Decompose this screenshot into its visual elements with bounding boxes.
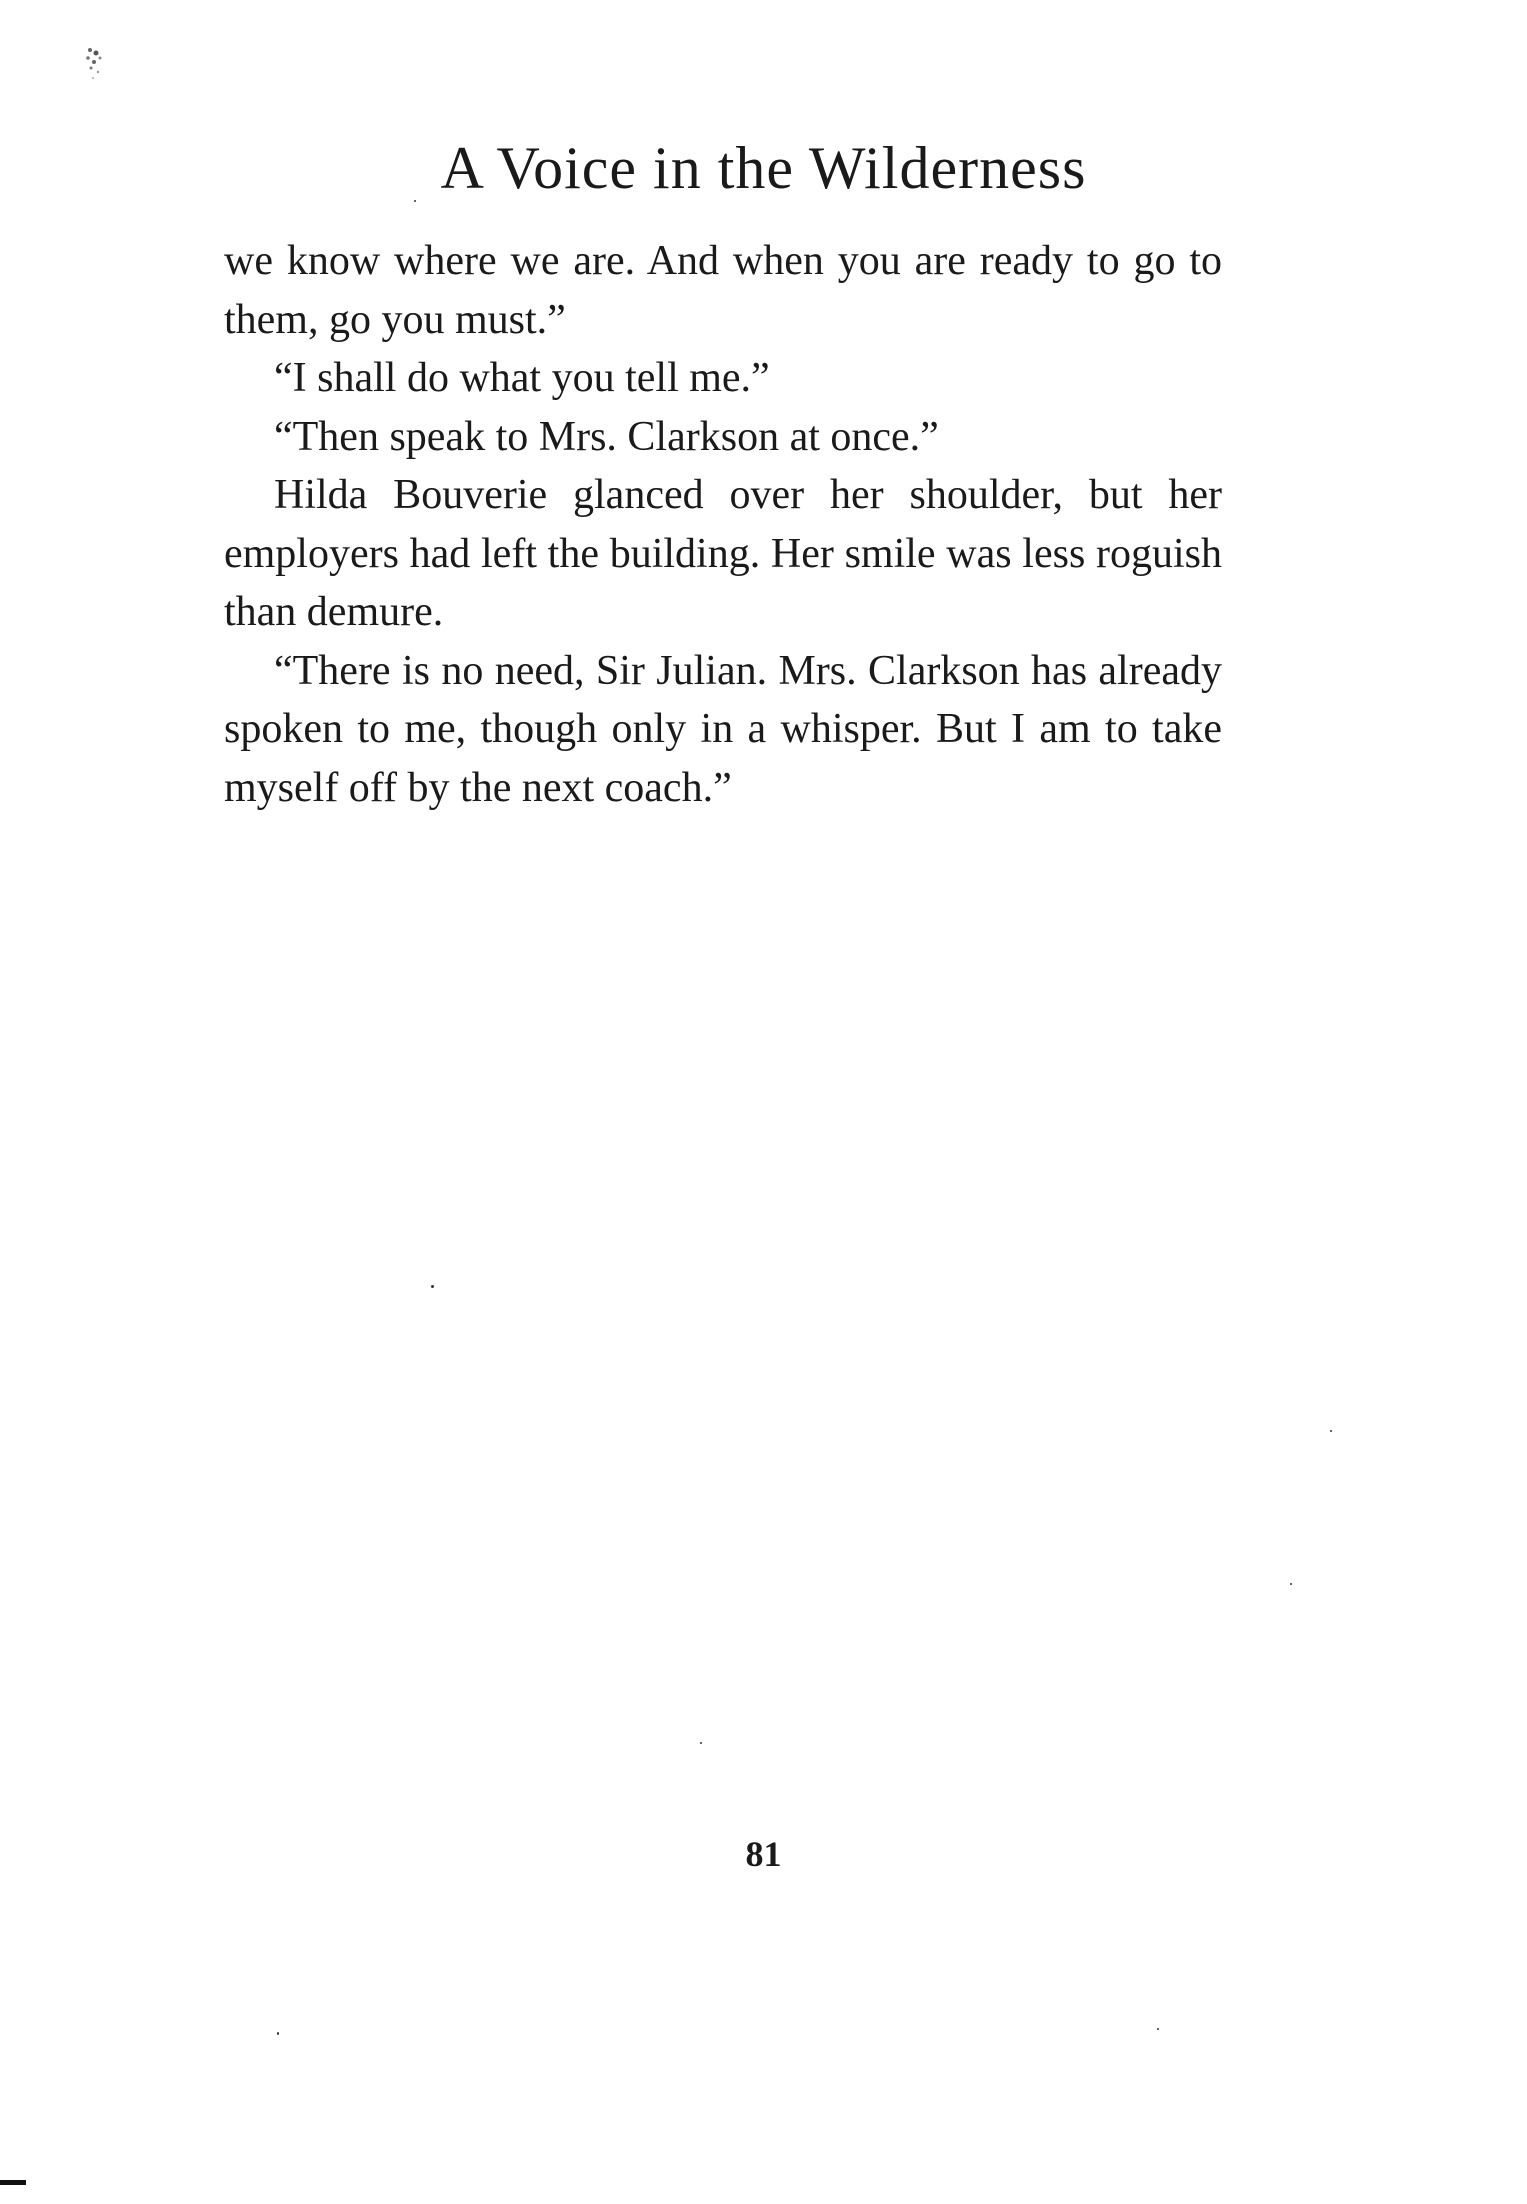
paper-speck bbox=[431, 1285, 434, 1288]
margin-mark bbox=[0, 2180, 26, 2185]
paragraph: “I shall do what you tell me.” bbox=[274, 355, 770, 401]
paragraph: we know where we are. And when you are ready to go to them, go you must.” bbox=[224, 238, 1222, 343]
paragraph: “There is no need, Sir Julian. Mrs. Clarkson has already spoken to me, though only in a whisper. But I am to take myself off by the next coach.” bbox=[224, 647, 1222, 811]
paper-speck bbox=[1330, 1430, 1332, 1432]
paper-speck bbox=[1157, 2028, 1159, 2030]
paper-speck bbox=[414, 200, 416, 202]
paper-speck bbox=[1290, 1583, 1292, 1585]
body-text bbox=[224, 232, 1222, 817]
paragraph: “Then speak to Mrs. Clarkson at once.” bbox=[274, 413, 939, 460]
print-smudge bbox=[82, 44, 110, 88]
paper-speck bbox=[277, 2032, 279, 2035]
running-header: A Voice in the Wilderness bbox=[440, 135, 1087, 201]
paragraph: Hilda Bouverie glanced over her shoulder, but her employers had left the building. Her smile was less roguish than demure. bbox=[224, 472, 1222, 635]
page-number: 81 bbox=[745, 1834, 782, 1874]
paper-speck bbox=[700, 1742, 702, 1744]
